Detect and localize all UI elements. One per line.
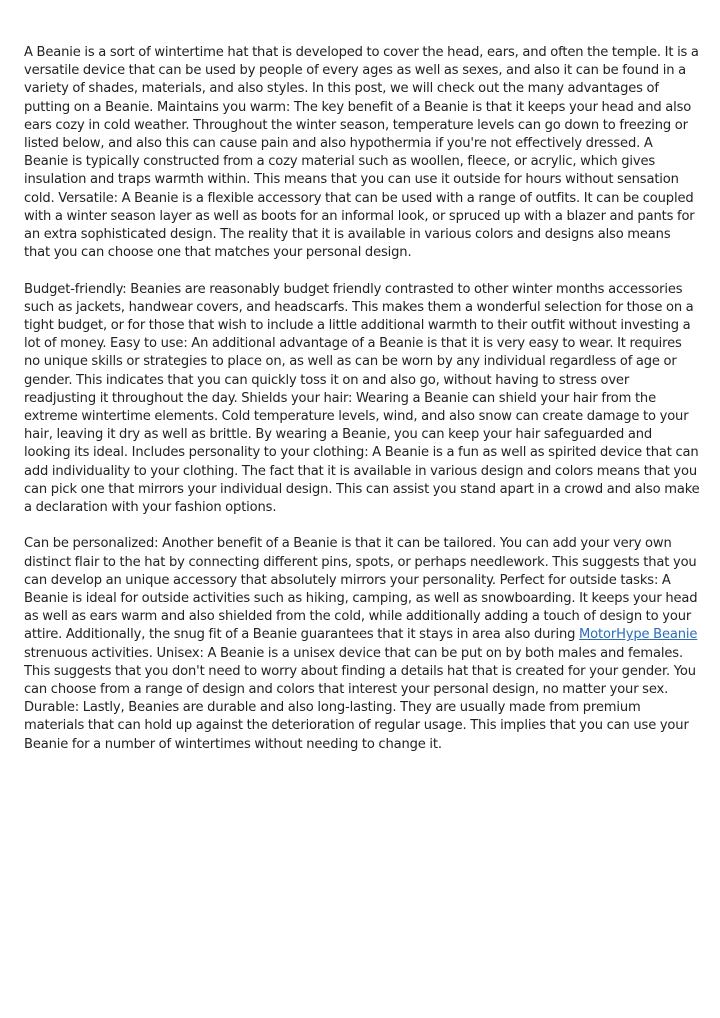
paragraph-personalized	[24, 535, 700, 753]
document-page	[24, 44, 700, 772]
paragraph-text-before-link: Can be personalized: Another benefit of a Beanie is that it can be tailored. You can add your very own distinct flair to the hat by connecting different pins, spots, or perhaps needlework. This suggests that you can develop an unique accessory that absolutely mirrors your personality. Perfect for outside tasks: A Beanie is ideal for outside activities such as hiking, camping, as well as snowboarding. It keeps your head as well as ears warm and also shielded from the cold, while additionally adding a touch of design to your attire. Additionally, the snug fit of a Beanie guarantees that it stays in area also during	[24, 536, 698, 643]
paragraph-text-after-link: strenuous activities. Unisex: A Beanie is a unisex device that can be put on by both males and females. This suggests that you don't need to worry about finding a details hat that is created for your gender. You can choose from a range of design and colors that interest your personal design, no matter your sex. Durable: Lastly, Beanies are durable and also long-lasting. They are usually made from premium materials that can hold up against the deterioration of regular usage. This implies that you can use your Beanie for a number of wintertimes without needing to change it.	[24, 645, 696, 752]
motorhype-beanie-link[interactable]: MotorHype Beanie	[579, 627, 698, 643]
paragraph-benefits: Budget-friendly: Beanies are reasonably budget friendly contrasted to other winter months accessories such as jackets, handwear covers, and headscarfs. This makes them a wonderful selection for those on a tight budget, or for those that wish to include a little additional warmth to their outfit without investing a lot of money. Easy to use: An additional advantage of a Beanie is that it is very easy to wear. It requires no unique skills or strategies to place on, as well as can be worn by any individual regardless of age or gender. This indicates that you can quickly toss it on and also go, without having to stress over readjusting it throughout the day. Shields your hair: Wearing a Beanie can shield your hair from the extreme wintertime elements. Cold temperature levels, wind, and also snow can create damage to your hair, leaving it dry as well as brittle. By wearing a Beanie, you can keep your hair safeguarded and looking its ideal. Includes personality to your clothing: A Beanie is a fun as well as spirited device that can add individuality to your clothing. The fact that it is available in various design and colors means that you can pick one that mirrors your individual design. This can assist you stand apart in a crowd and also make a declaration with your fashion options.	[24, 281, 700, 516]
paragraph-intro: A Beanie is a sort of wintertime hat that is developed to cover the head, ears, and often the temple. It is a versatile device that can be used by people of every ages as well as sexes, and also it can be found in a variety of shades, materials, and also styles. In this post, we will check out the many advantages of putting on a Beanie. Maintains you warm: The key benefit of a Beanie is that it keeps your head and also ears cozy in cold weather. Throughout the winter season, temperature levels can go down to freezing or listed below, and also this can cause pain and also hypothermia if you're not effectively dressed. A Beanie is typically constructed from a cozy material such as woollen, fleece, or acrylic, which gives insulation and traps warmth within. This means that you can use it outside for hours without sensation cold. Versatile: A Beanie is a flexible accessory that can be used with a range of outfits. It can be coupled with a winter season layer as well as boots for an informal look, or spruced up with a blazer and pants for an extra sophisticated design. The reality that it is available in various colors and designs also means that you can choose one that matches your personal design.	[24, 45, 699, 261]
